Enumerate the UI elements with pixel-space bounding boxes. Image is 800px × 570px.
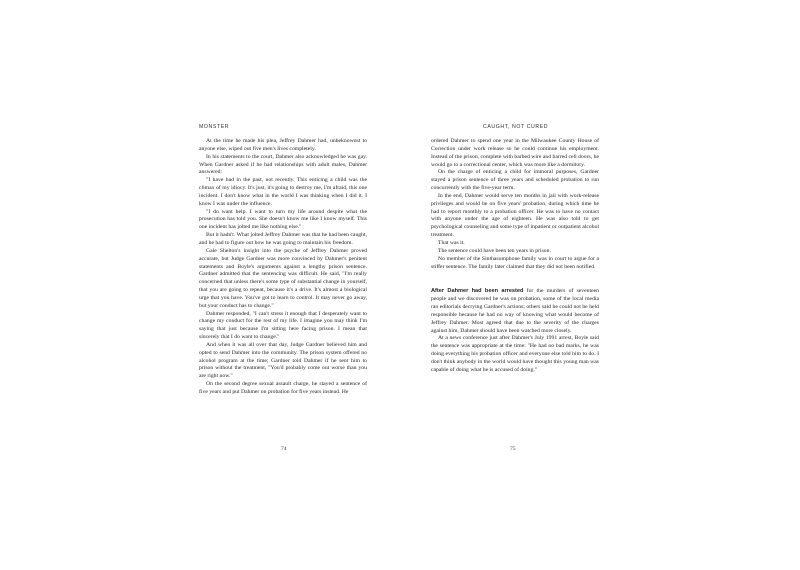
paragraph: But it hadn't. What jolted Jeffrey Dahmer was that he had been caught, and he had to figure out how he was going to maintain his freedom. [199,232,367,246]
paragraph: At the time he made his plea, Jeffrey Dahmer had, unbeknownst to anyone else, wiped out five men's lives completely. [199,138,367,152]
lead-in-text: After Dahmer had been arrested [431,288,524,295]
page-number-left: 74 [281,446,287,452]
paragraph: Gale Shelton's insight into the psyche of Jeffrey Dahmer proved accurate, but Judge Gardner was more convinced by Dahmer's penitent statements and Boyle's arguments against a lengthy prison sentence. Gardner admitted that the sentencing was difficult. He said, "I'm really concerned that unless there's some type of substantial change in yourself, that you are going to repeat, because it's a drive. It's almost a biological urge that you have. You've got to learn to control. It may never go away, but your conduct has to change." [199,247,367,309]
paragraph: On the charge of enticing a child for immoral purposes, Gardner stayed a prison sentence of three years and scheduled probation to run concurrently with the five-year term. [431,169,599,192]
page-number-right: 75 [510,446,516,452]
running-head-left: MONSTER [199,124,230,130]
paragraph: On the second degree sexual assault charge, he stayed a sentence of five years and put Dahmer on probation for five years instead. He [199,381,367,395]
lead-paragraph-rest: for the murders of seventeen people and we discovered he was on probation, some of the local media ran editorials decrying Gardner's actions; others said he could not be held responsible because he had no way of knowing what would become of Jeffrey Dahmer. Most agreed that due to the severity of the charges against him, Dahmer should have been watched more closely. [431,288,599,334]
running-head-right: CAUGHT, NOT CURED [483,124,549,130]
paragraph: In his statements to the court, Dahmer also acknowledged he was gay. When Gardner asked if he had relationships with adult males, Dahmer answered: [199,153,367,176]
paragraph: That was it. [438,239,465,246]
section-break [431,271,599,288]
paragraph: The sentence could have been ten years in prison. [438,247,551,254]
paragraph: In the end, Dahmer would serve ten months in jail with work-release privileges and would be on five years' probation, during which time he had to report monthly to a probation officer. He was to have no contact with anyone under the age of eighteen. He was also told to get psychological counseling and some type of inpatient or outpatient alcohol treatment. [431,192,599,239]
paragraph: "I do want help. I want to turn my life around despite what the prosecution has told you. She doesn't know me like I know myself. This one incident has jolted me like nothing else." [199,208,367,231]
paragraph: No member of the Sinthasomphone family was in court to argue for a stiffer sentence. The family later claimed that they did not been notified. [431,255,599,270]
section-lead-paragraph [431,288,599,335]
paragraph: At a news conference just after Dahmer's July 1991 arrest, Boyle said the sentence was appropriate at the time: "He had no bad marks, he was doing everything his probation officer and everyone else told him to do. I don't think anybody in the world would have thought this young man was capable of doing what he is accused of doing." [431,335,599,373]
paragraph: ordered Dahmer to spend one year in the Milwaukee County House of Correction under work release so he could continue his employment. Instead of the prison, complete with barbed wire and barred cell doors, he would go to a correctional center, which was more like a dormitory. [431,138,599,168]
paragraph: "I have had in the past, not recently. This enticing a child was the climax of my idiocy. It's just, it's going to destroy me, I'm afraid, this one incident. I don't know what in the world I was thinking when I did it. I know I was under the influence. [199,177,367,207]
paragraph: Dahmer responded, "I can't stress it enough that I desperately want to change my conduct for the rest of my life. I imagine you may think I'm saying that just because I'm sitting here facing prison. I mean that sincerely that I do want to change." [199,310,367,341]
paragraph: And when it was all over that day, Judge Gardner believed him and opted to send Dahmer into the community. The prison system offered no alcohol program at the time; Gardner told Dahmer if he sent him to prison without the treatment, "You'd probably come out worse than you are right now." [199,341,367,380]
right-body-text [431,138,599,375]
left-body-text [199,138,367,397]
right-page [400,0,800,570]
